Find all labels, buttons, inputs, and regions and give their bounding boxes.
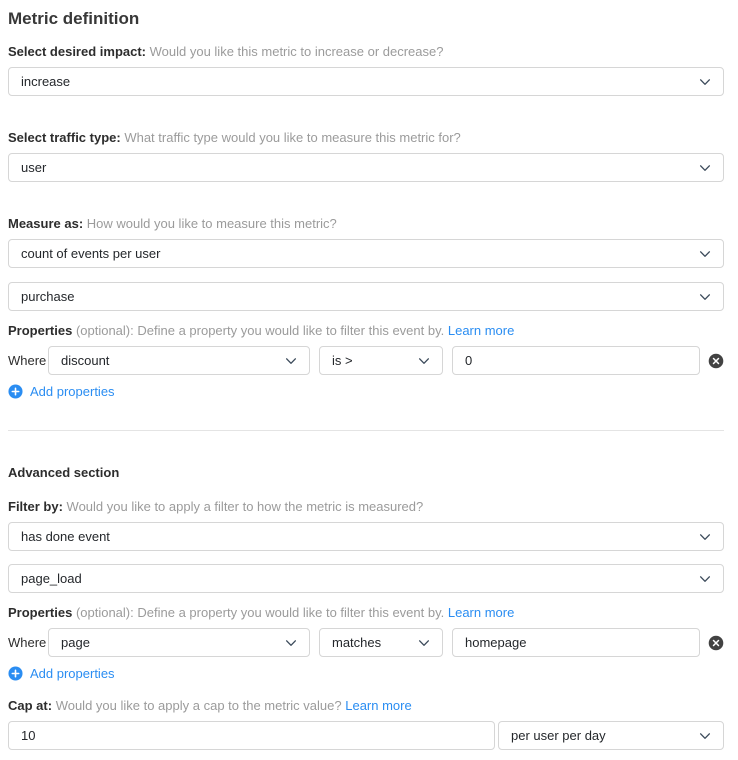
chevron-down-icon xyxy=(417,354,431,368)
desired-impact-label: Select desired impact: xyxy=(8,44,146,59)
chevron-down-icon xyxy=(698,247,712,261)
filter-by-select[interactable] xyxy=(8,522,724,551)
event-operator-select[interactable] xyxy=(319,346,443,375)
plus-circle-icon xyxy=(8,666,23,681)
measure-event-select[interactable] xyxy=(8,282,724,311)
properties-label: Properties xyxy=(8,323,73,338)
cap-at-group xyxy=(8,698,724,750)
cap-value-input[interactable] xyxy=(8,721,495,750)
plus-circle-icon xyxy=(8,384,23,399)
measure-as-label: Measure as: xyxy=(8,216,84,231)
chevron-down-icon xyxy=(284,354,298,368)
measure-as-group xyxy=(8,216,724,311)
filter-by-label: Filter by: xyxy=(8,499,63,514)
filter-event-select[interactable] xyxy=(8,564,724,593)
chevron-down-icon xyxy=(698,290,712,304)
traffic-type-helper: What traffic type would you like to measure this metric for? xyxy=(124,130,461,145)
chevron-down-icon xyxy=(698,530,712,544)
page-title: Metric definition xyxy=(8,9,140,28)
filter-by-label-line xyxy=(8,499,724,515)
desired-impact-helper: Would you like this metric to increase or decrease? xyxy=(149,44,444,59)
cap-at-row xyxy=(8,721,724,750)
measure-event-selected-value: purchase xyxy=(21,289,75,304)
advanced-section-heading: Advanced section xyxy=(8,465,120,480)
cap-at-label: Cap at: xyxy=(8,698,53,713)
event-properties-group xyxy=(8,323,724,404)
filter-by-helper: Would you like to apply a filter to how the metric is measured? xyxy=(66,499,424,514)
cap-at-helper: Would you like to apply a cap to the metric value? xyxy=(55,698,342,713)
chevron-down-icon xyxy=(698,729,712,743)
filter-properties-line xyxy=(8,605,724,621)
chevron-down-icon xyxy=(698,161,712,175)
chevron-down-icon xyxy=(698,75,712,89)
learn-more-link[interactable]: Learn more xyxy=(345,698,412,713)
event-property-filter-row xyxy=(8,346,724,375)
desired-impact-select[interactable] xyxy=(8,67,724,96)
filter-property-value-input[interactable] xyxy=(452,628,700,657)
event-properties-line xyxy=(8,323,724,339)
event-property-value-input[interactable] xyxy=(452,346,700,375)
remove-property-icon[interactable] xyxy=(708,635,724,651)
traffic-type-select[interactable] xyxy=(8,153,724,182)
measure-as-label-line xyxy=(8,216,724,232)
traffic-type-label: Select traffic type: xyxy=(8,130,121,145)
chevron-down-icon xyxy=(284,636,298,650)
add-properties-button[interactable] xyxy=(8,666,115,681)
filter-operator-selected-value: matches xyxy=(332,635,382,650)
filter-by-group xyxy=(8,499,724,593)
desired-impact-group xyxy=(8,44,724,96)
properties-optional: (optional): xyxy=(75,323,134,338)
add-properties-label: Add properties xyxy=(30,384,115,399)
cap-unit-selected-value: per user per day xyxy=(511,728,606,743)
desired-impact-label-line xyxy=(8,44,724,60)
chevron-down-icon xyxy=(698,572,712,586)
where-label: Where xyxy=(8,635,47,650)
properties-helper: Define a property you would like to filter this event by. xyxy=(137,323,445,338)
add-properties-button[interactable] xyxy=(8,384,115,399)
filter-by-selected-value: has done event xyxy=(21,529,110,544)
cap-unit-select[interactable] xyxy=(498,721,724,750)
traffic-type-group xyxy=(8,130,724,182)
learn-more-link[interactable]: Learn more xyxy=(447,323,515,338)
properties-optional: (optional): xyxy=(75,605,134,620)
traffic-type-label-line xyxy=(8,130,724,146)
filter-properties-group xyxy=(8,605,724,686)
measure-as-select[interactable] xyxy=(8,239,724,268)
traffic-type-selected-value: user xyxy=(21,160,47,175)
filter-property-select[interactable] xyxy=(48,628,310,657)
learn-more-link[interactable]: Learn more xyxy=(447,605,515,620)
filter-operator-select[interactable] xyxy=(319,628,443,657)
properties-label: Properties xyxy=(8,605,73,620)
properties-helper: Define a property you would like to filter this event by. xyxy=(137,605,445,620)
filter-property-selected-value: page xyxy=(61,635,90,650)
chevron-down-icon xyxy=(417,636,431,650)
remove-property-icon[interactable] xyxy=(708,353,724,369)
filter-event-selected-value: page_load xyxy=(21,571,82,586)
event-property-select[interactable] xyxy=(48,346,310,375)
desired-impact-selected-value: increase xyxy=(21,74,71,89)
cap-at-label-line xyxy=(8,698,724,714)
measure-as-helper: How would you like to measure this metric? xyxy=(86,216,337,231)
measure-as-selected-value: count of events per user xyxy=(21,246,161,261)
where-label: Where xyxy=(8,353,47,368)
add-properties-label: Add properties xyxy=(30,666,115,681)
section-divider xyxy=(8,430,724,431)
event-property-selected-value: discount xyxy=(61,353,110,368)
event-operator-selected-value: is > xyxy=(332,353,353,368)
filter-property-filter-row xyxy=(8,628,724,657)
